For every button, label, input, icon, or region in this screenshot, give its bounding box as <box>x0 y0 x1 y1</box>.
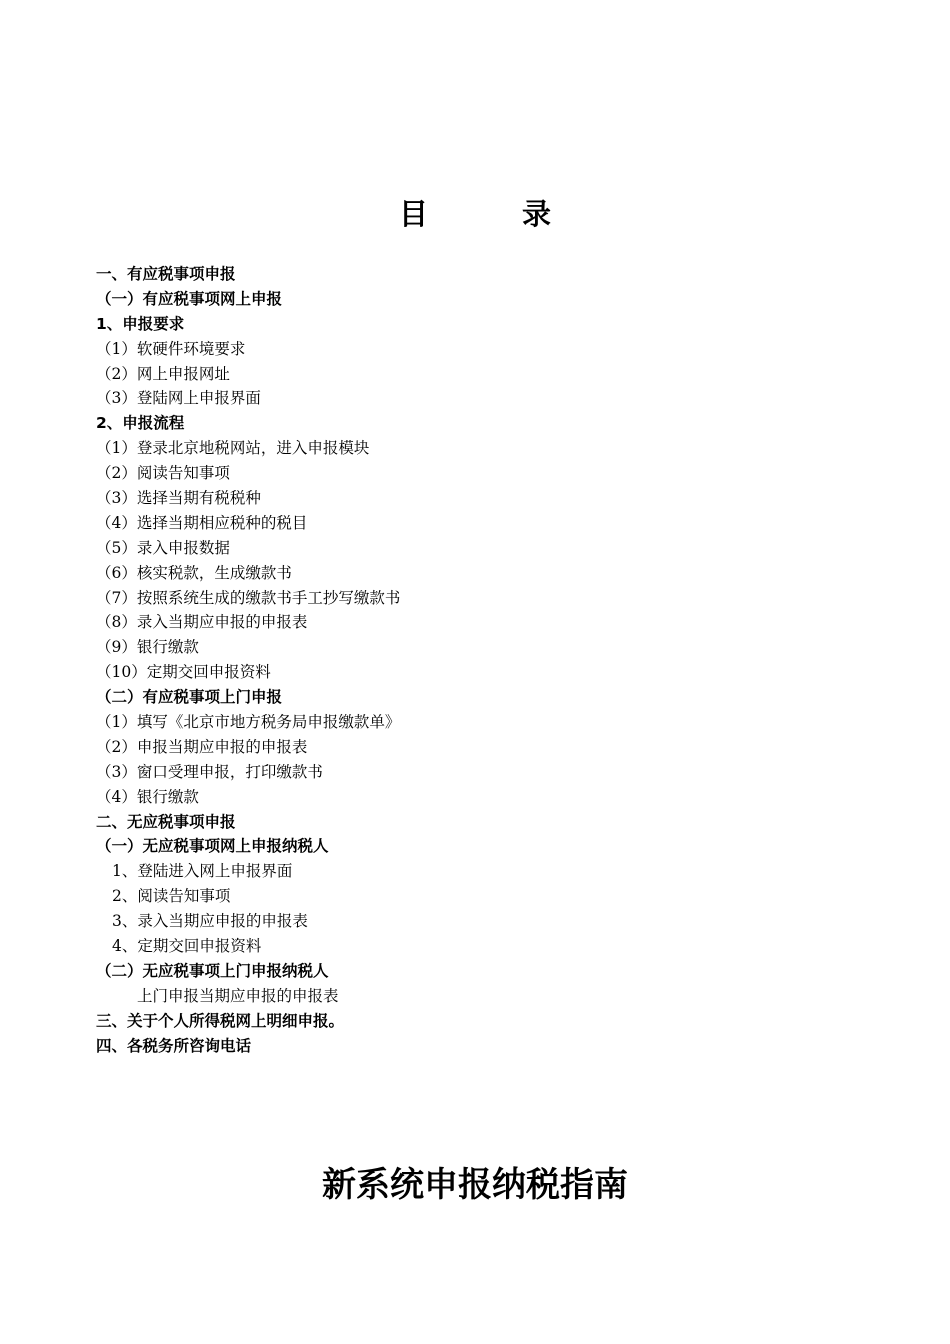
toc-item: （6）核实税款，生成缴款书 <box>96 563 292 582</box>
toc-item: 1、登陆进入网上申报界面 <box>112 862 293 881</box>
toc-item: 2、申报流程 <box>96 414 185 433</box>
toc-item: （一）无应税事项网上申报纳税人 <box>96 837 329 856</box>
toc-item: （7）按照系统生成的缴款书手工抄写缴款书 <box>96 588 401 607</box>
toc-item: 二、无应税事项申报 <box>96 812 236 831</box>
toc-item: 上门申报当期应申报的申报表 <box>137 986 339 1005</box>
toc-item: （3）选择当期有税税种 <box>96 489 261 508</box>
toc-item: （4）选择当期相应税种的税目 <box>96 513 308 532</box>
toc-item: （二）无应税事项上门申报纳税人 <box>96 961 329 980</box>
toc-item: （2）阅读告知事项 <box>96 464 230 483</box>
toc-item: （一）有应税事项网上申报 <box>96 289 283 308</box>
toc-item: （8）录入当期应申报的申报表 <box>96 613 308 632</box>
toc-item: （1）登录北京地税网站，进入申报模块 <box>96 439 370 458</box>
toc-item: （4）银行缴款 <box>96 787 199 806</box>
toc-list <box>96 262 856 1059</box>
toc-item: （1）填写《北京市地方税务局申报缴款单》 <box>96 713 401 732</box>
toc-item: （10）定期交回申报资料 <box>96 663 271 682</box>
toc-item: （5）录入申报数据 <box>96 538 230 557</box>
toc-item: （2）网上申报网址 <box>96 364 230 383</box>
toc-item: 一、有应税事项申报 <box>96 265 236 283</box>
document-title: 新系统申报纳税指南 <box>322 1165 628 1205</box>
toc-item: 四、各税务所咨询电话 <box>96 1036 252 1055</box>
toc-item: （1）软硬件环境要求 <box>96 339 246 358</box>
toc-item: （9）银行缴款 <box>96 638 199 657</box>
toc-item: （3）登陆网上申报界面 <box>96 389 261 408</box>
toc-item: （二）有应税事项上门申报 <box>96 688 283 707</box>
toc-title: 目 录 <box>398 197 594 231</box>
toc-item: 三、关于个人所得税网上明细申报。 <box>96 1011 345 1030</box>
toc-item: （2）申报当期应申报的申报表 <box>96 737 308 756</box>
toc-item: （3）窗口受理申报，打印缴款书 <box>96 762 323 781</box>
toc-item: 3、录入当期应申报的申报表 <box>112 912 308 931</box>
toc-item: 4、定期交回申报资料 <box>112 937 262 956</box>
toc-item: 2、阅读告知事项 <box>112 887 231 906</box>
toc-item: 1、申报要求 <box>96 314 185 333</box>
